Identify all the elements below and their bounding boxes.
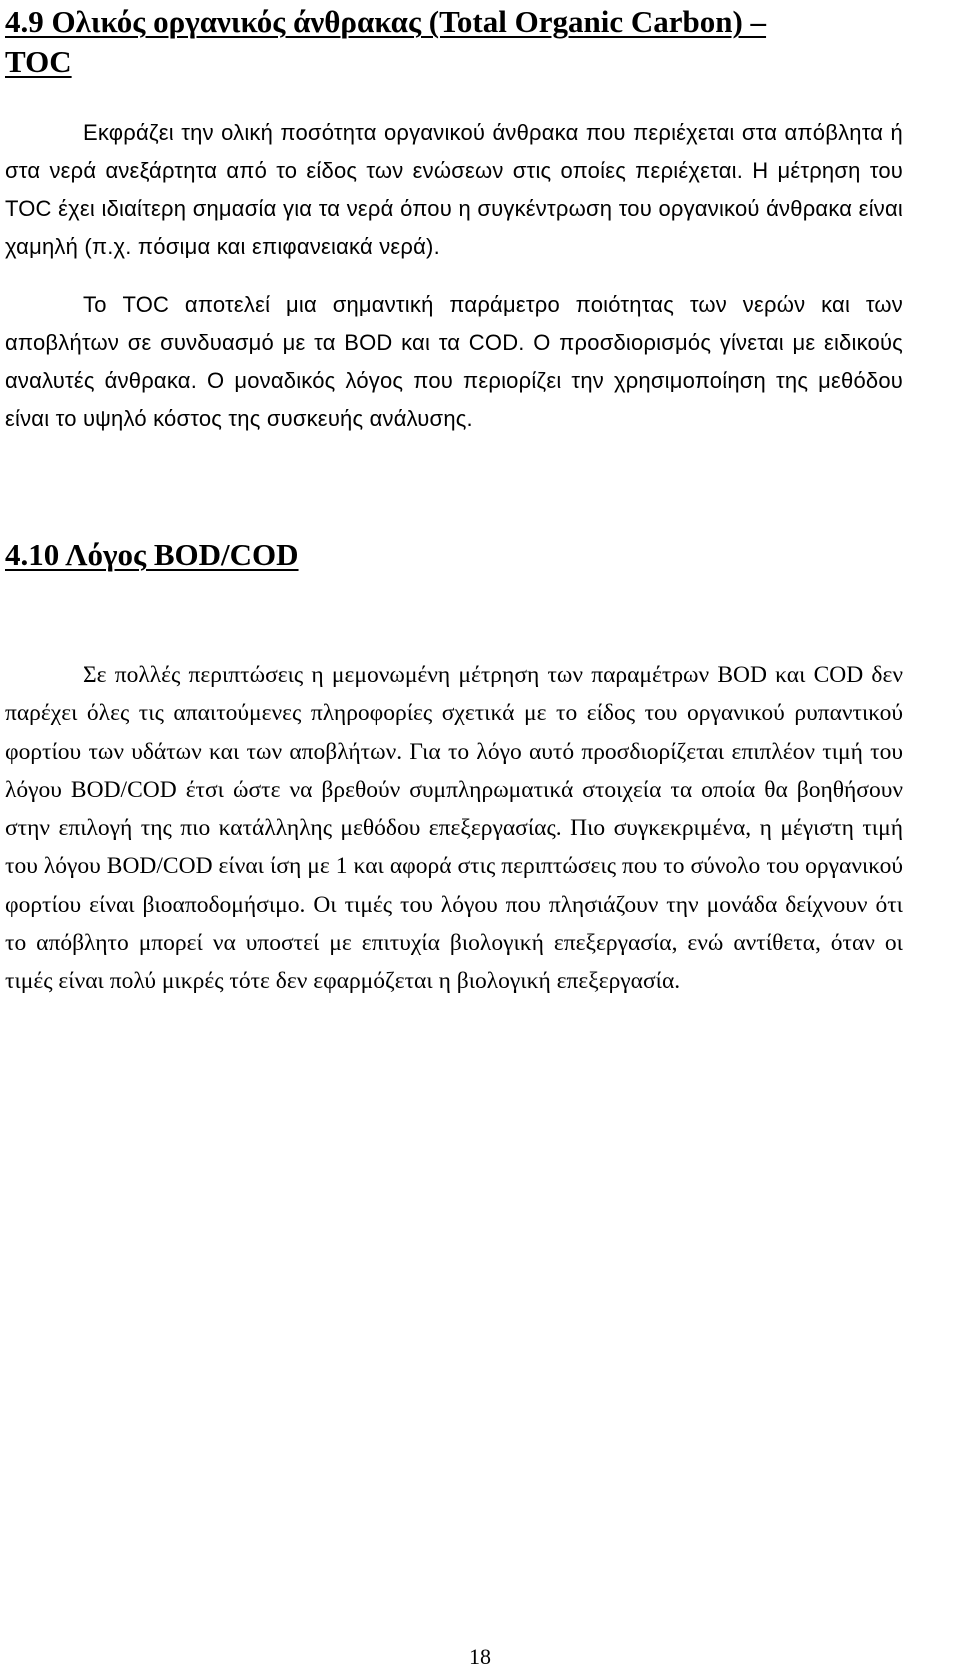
page-number: 18 <box>469 1644 491 1669</box>
toc-paragraph-1: Εκφράζει την ολική ποσότητα οργανικού άνθρακα που περιέχεται στα απόβλητα ή στα νερά ανεξάρτητα από το είδος των ενώσεων στις οποίες περιέχεται. Η μέτρηση του TOC έχει ιδιαίτερη σημασία για τα νερά όπου η συγκέντρωση του οργανικού άνθρακα είναι χαμηλή (π.χ. πόσιμα και επιφανειακά νερά). <box>5 120 903 259</box>
bod-cod-paragraph: Σε πολλές περιπτώσεις η μεμονωμένη μέτρηση των παραμέτρων BOD και COD δεν παρέχει όλες τις απαιτούμενες πληροφορίες σχετικά με το είδος του οργανικού ρυπαντικού φορτίου των υδάτων και των αποβλήτων. Για το λόγο αυτό προσδιορίζεται επιπλέον τιμή του λόγου BOD/COD έτσι ώστε να βρεθούν συμπληρωματικά στοιχεία τα οποία θα βοηθήσουν στην επιλογή της πιο κατάλληλης μεθόδου επεξεργασίας. Πιο συγκεκριμένα, η μέγιστη τιμή του λόγου BOD/COD είναι ίση με 1 και αφορά στις περιπτώσεις που το σύνολο του οργανικού φορτίου είναι βιοαποδομήσιμο. Οι τιμές του λόγου που πλησιάζουν την μονάδα δείχνουν ότι το απόβλητο μπορεί να υποστεί με επιτυχία βιολογική επεξεργασία, ενώ αντίθετα, όταν οι τιμές είναι πολύ μικρές τότε δεν εφαρμόζεται η βιολογική επεξεργασία. <box>5 662 903 995</box>
section-heading-toc <box>5 2 766 82</box>
toc-paragraph-2: Το TOC αποτελεί μια σημαντική παράμετρο ποιότητας των νερών και των αποβλήτων σε συνδυασμό με τα BOD και τα COD. Ο προσδιορισμός γίνεται με ειδικούς αναλυτές άνθρακα. Ο μοναδικός λόγος που περιορίζει την χρησιμοποίηση της μεθόδου είναι το υψηλό κόστος της συσκευής ανάλυσης. <box>5 292 903 431</box>
heading-line-2: TOC <box>5 44 72 79</box>
heading-line-1: 4.9 Ολικός οργανικός άνθρακας (Total Organic Carbon) – <box>5 4 767 39</box>
section-heading-bod-cod: 4.10 Λόγος BOD/COD <box>5 537 299 572</box>
